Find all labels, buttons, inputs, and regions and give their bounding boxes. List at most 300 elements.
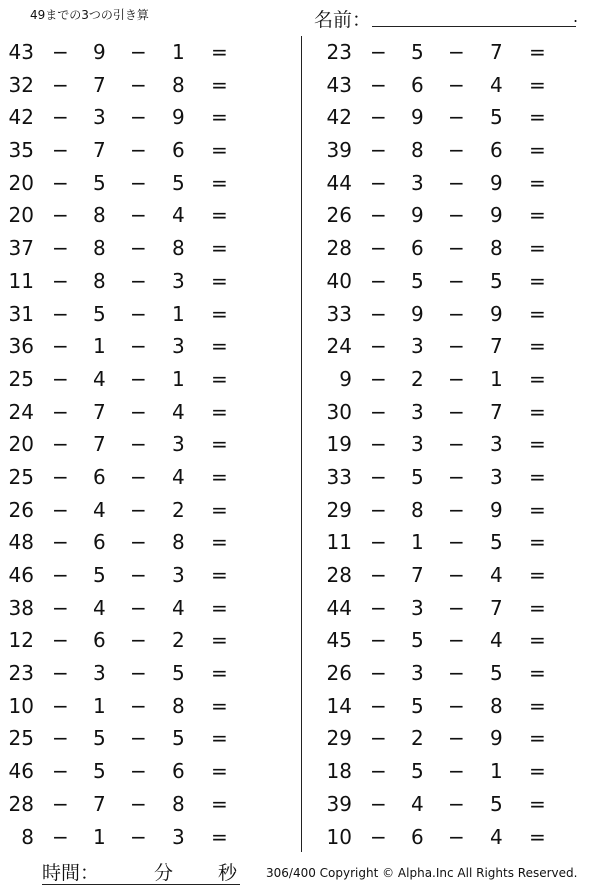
problem-row [0, 559, 290, 592]
minus-sign: − [448, 72, 465, 97]
equals-sign: = [529, 693, 546, 718]
minus-sign: − [52, 432, 69, 457]
problem-row [318, 232, 600, 265]
first-number: 25 [8, 464, 34, 489]
first-number: 31 [8, 301, 34, 326]
problem-row [0, 821, 290, 854]
minus-sign: − [130, 105, 147, 130]
third-number: 9 [490, 726, 503, 751]
minus-sign: − [448, 334, 465, 359]
second-number: 9 [411, 105, 424, 130]
third-number: 3 [172, 432, 185, 457]
first-number: 10 [8, 693, 34, 718]
second-number: 7 [93, 72, 106, 97]
minus-sign: − [448, 301, 465, 326]
problem-row [0, 298, 290, 331]
minus-sign: − [130, 563, 147, 587]
equals-sign: = [529, 72, 546, 97]
equals-sign: = [529, 661, 546, 686]
third-number: 1 [490, 366, 503, 391]
first-number: 29 [326, 497, 352, 522]
problem-row [318, 624, 600, 657]
minus-sign: − [52, 759, 69, 784]
first-number: 18 [326, 759, 352, 784]
third-number: 4 [490, 72, 503, 97]
equals-sign: = [211, 693, 228, 718]
first-number: 38 [8, 595, 34, 620]
problem-row [318, 657, 600, 690]
minus-sign: − [52, 661, 69, 686]
second-number: 9 [411, 301, 424, 326]
problem-row [0, 232, 290, 265]
minus-sign: − [448, 105, 465, 130]
third-number: 1 [172, 366, 185, 391]
first-number: 19 [326, 432, 352, 457]
second-number: 5 [93, 726, 106, 751]
minus-sign: − [448, 628, 465, 653]
third-number: 4 [490, 563, 503, 587]
second-number: 4 [93, 595, 106, 620]
minus-sign: − [370, 497, 387, 522]
minus-sign: − [448, 661, 465, 686]
minus-sign: − [448, 268, 465, 293]
minus-sign: − [52, 628, 69, 653]
minus-sign: − [52, 301, 69, 326]
equals-sign: = [211, 563, 228, 587]
minus-sign: − [130, 203, 147, 228]
second-number: 8 [411, 497, 424, 522]
problem-row [0, 36, 290, 69]
problem-row [318, 199, 600, 232]
minus-sign: − [370, 726, 387, 751]
equals-sign: = [529, 268, 546, 293]
third-number: 8 [490, 693, 503, 718]
problem-row [318, 36, 600, 69]
minus-sign: − [130, 530, 147, 555]
third-number: 3 [490, 464, 503, 489]
second-number: 2 [411, 366, 424, 391]
equals-sign: = [211, 138, 228, 163]
third-number: 4 [172, 595, 185, 620]
minus-sign: − [448, 530, 465, 555]
first-number: 11 [8, 268, 34, 293]
first-number: 20 [8, 203, 34, 228]
equals-sign: = [211, 72, 228, 97]
third-number: 8 [172, 693, 185, 718]
minus-sign: − [370, 432, 387, 457]
minus-sign: − [130, 791, 147, 816]
third-number: 7 [490, 40, 503, 64]
minus-sign: − [370, 759, 387, 784]
name-dot: . [573, 7, 579, 26]
third-number: 3 [172, 268, 185, 293]
first-number: 40 [326, 268, 352, 293]
problem-row [318, 690, 600, 723]
third-number: 5 [490, 530, 503, 555]
equals-sign: = [211, 595, 228, 620]
equals-sign: = [211, 791, 228, 816]
problem-row [318, 167, 600, 200]
minus-sign: − [448, 464, 465, 489]
minus-sign: − [448, 432, 465, 457]
first-number: 24 [8, 399, 34, 424]
second-number: 1 [411, 530, 424, 555]
problem-row [0, 690, 290, 723]
equals-sign: = [529, 563, 546, 587]
minus-sign: − [52, 138, 69, 163]
second-number: 1 [93, 824, 106, 849]
third-number: 1 [172, 301, 185, 326]
problem-row [318, 428, 600, 461]
first-number: 23 [326, 40, 352, 64]
first-number: 23 [8, 661, 34, 686]
third-number: 9 [490, 301, 503, 326]
second-number: 7 [93, 399, 106, 424]
minus-sign: − [130, 661, 147, 686]
second-number: 3 [93, 661, 106, 686]
first-number: 44 [326, 170, 352, 195]
minus-sign: − [130, 628, 147, 653]
minus-sign: − [448, 791, 465, 816]
equals-sign: = [211, 236, 228, 261]
second-number: 4 [411, 791, 424, 816]
minus-sign: − [370, 791, 387, 816]
minus-sign: − [370, 595, 387, 620]
second-number: 5 [411, 464, 424, 489]
minus-sign: − [370, 661, 387, 686]
minus-sign: − [52, 105, 69, 130]
second-number: 9 [411, 203, 424, 228]
minus-sign: − [448, 824, 465, 849]
time-field [42, 858, 240, 885]
minus-sign: − [52, 693, 69, 718]
minus-sign: − [370, 203, 387, 228]
problem-row [0, 788, 290, 821]
problem-row [0, 363, 290, 396]
first-number: 12 [8, 628, 34, 653]
problem-row [0, 657, 290, 690]
second-number: 7 [93, 432, 106, 457]
minus-sign: − [130, 399, 147, 424]
first-number: 29 [326, 726, 352, 751]
first-number: 43 [326, 72, 352, 97]
minus-sign: − [448, 399, 465, 424]
minus-sign: − [130, 464, 147, 489]
first-number: 25 [8, 726, 34, 751]
minus-sign: − [448, 497, 465, 522]
problem-column-right [318, 36, 600, 853]
minus-sign: − [448, 203, 465, 228]
problem-row [318, 461, 600, 494]
equals-sign: = [529, 105, 546, 130]
first-number: 28 [8, 791, 34, 816]
first-number: 30 [326, 399, 352, 424]
second-number: 5 [411, 628, 424, 653]
third-number: 9 [172, 105, 185, 130]
third-number: 6 [172, 138, 185, 163]
seconds-label: 秒 [218, 862, 238, 884]
problem-row [0, 199, 290, 232]
third-number: 7 [490, 334, 503, 359]
minus-sign: − [448, 40, 465, 64]
problem-row [318, 298, 600, 331]
second-number: 3 [411, 661, 424, 686]
third-number: 9 [490, 170, 503, 195]
equals-sign: = [529, 399, 546, 424]
equals-sign: = [211, 432, 228, 457]
minus-sign: − [130, 432, 147, 457]
minus-sign: − [370, 301, 387, 326]
second-number: 6 [93, 628, 106, 653]
equals-sign: = [529, 824, 546, 849]
second-number: 7 [93, 138, 106, 163]
minus-sign: − [52, 595, 69, 620]
equals-sign: = [529, 203, 546, 228]
problem-row [318, 592, 600, 625]
minus-sign: − [448, 170, 465, 195]
problem-row [318, 265, 600, 298]
equals-sign: = [529, 595, 546, 620]
problem-row [318, 101, 600, 134]
third-number: 5 [172, 170, 185, 195]
second-number: 9 [93, 40, 106, 64]
third-number: 3 [490, 432, 503, 457]
first-number: 11 [326, 530, 352, 555]
problem-row [0, 722, 290, 755]
second-number: 5 [93, 563, 106, 587]
equals-sign: = [211, 726, 228, 751]
minus-sign: − [130, 268, 147, 293]
first-number: 37 [8, 236, 34, 261]
minus-sign: − [370, 563, 387, 587]
third-number: 5 [172, 726, 185, 751]
minus-sign: − [448, 726, 465, 751]
second-number: 8 [411, 138, 424, 163]
third-number: 3 [172, 563, 185, 587]
third-number: 8 [490, 236, 503, 261]
problem-row [318, 755, 600, 788]
minus-sign: − [130, 40, 147, 64]
equals-sign: = [211, 497, 228, 522]
second-number: 3 [411, 432, 424, 457]
problem-column-left [0, 36, 290, 853]
minus-sign: − [370, 824, 387, 849]
first-number: 44 [326, 595, 352, 620]
second-number: 1 [93, 334, 106, 359]
third-number: 4 [172, 399, 185, 424]
equals-sign: = [529, 464, 546, 489]
minus-sign: − [52, 530, 69, 555]
first-number: 35 [8, 138, 34, 163]
minus-sign: − [448, 236, 465, 261]
minus-sign: − [130, 236, 147, 261]
minus-sign: − [52, 366, 69, 391]
minus-sign: − [448, 595, 465, 620]
equals-sign: = [529, 759, 546, 784]
minus-sign: − [52, 399, 69, 424]
second-number: 2 [411, 726, 424, 751]
first-number: 43 [8, 40, 34, 64]
first-number: 24 [326, 334, 352, 359]
problem-row [0, 428, 290, 461]
first-number: 33 [326, 301, 352, 326]
second-number: 3 [93, 105, 106, 130]
minus-sign: − [370, 464, 387, 489]
minus-sign: − [370, 72, 387, 97]
second-number: 4 [93, 366, 106, 391]
minus-sign: − [448, 693, 465, 718]
problem-row [318, 330, 600, 363]
first-number: 20 [8, 170, 34, 195]
minus-sign: − [52, 497, 69, 522]
equals-sign: = [529, 497, 546, 522]
third-number: 9 [490, 203, 503, 228]
second-number: 6 [411, 236, 424, 261]
equals-sign: = [211, 170, 228, 195]
first-number: 9 [339, 366, 352, 391]
third-number: 4 [172, 464, 185, 489]
minus-sign: − [370, 530, 387, 555]
first-number: 45 [326, 628, 352, 653]
problem-row [318, 821, 600, 854]
problem-row [318, 134, 600, 167]
first-number: 42 [326, 105, 352, 130]
minus-sign: − [130, 301, 147, 326]
first-number: 46 [8, 563, 34, 587]
minus-sign: − [52, 268, 69, 293]
minus-sign: − [52, 334, 69, 359]
minus-sign: − [370, 105, 387, 130]
worksheet-title: 49までの3つの引き算 [30, 8, 149, 22]
equals-sign: = [211, 334, 228, 359]
equals-sign: = [211, 759, 228, 784]
minutes-label: 分 [154, 862, 174, 884]
equals-sign: = [211, 824, 228, 849]
minus-sign: − [130, 497, 147, 522]
second-number: 6 [411, 824, 424, 849]
third-number: 5 [490, 661, 503, 686]
name-underline [372, 26, 576, 27]
third-number: 5 [172, 661, 185, 686]
minus-sign: − [370, 628, 387, 653]
minus-sign: − [130, 366, 147, 391]
minus-sign: − [130, 693, 147, 718]
third-number: 6 [490, 138, 503, 163]
problem-row [0, 461, 290, 494]
second-number: 8 [93, 268, 106, 293]
minus-sign: − [370, 170, 387, 195]
minus-sign: − [370, 334, 387, 359]
minus-sign: − [52, 72, 69, 97]
second-number: 5 [93, 759, 106, 784]
first-number: 20 [8, 432, 34, 457]
second-number: 5 [93, 301, 106, 326]
problem-row [0, 101, 290, 134]
equals-sign: = [529, 301, 546, 326]
second-number: 6 [93, 464, 106, 489]
first-number: 42 [8, 105, 34, 130]
minus-sign: − [370, 399, 387, 424]
problem-row [0, 494, 290, 527]
problem-row [318, 494, 600, 527]
problem-row [0, 755, 290, 788]
second-number: 5 [411, 268, 424, 293]
minus-sign: − [52, 170, 69, 195]
first-number: 10 [326, 824, 352, 849]
column-divider [301, 36, 302, 852]
first-number: 28 [326, 236, 352, 261]
first-number: 26 [326, 661, 352, 686]
first-number: 26 [8, 497, 34, 522]
minus-sign: − [130, 72, 147, 97]
second-number: 3 [411, 334, 424, 359]
second-number: 3 [411, 170, 424, 195]
third-number: 7 [490, 399, 503, 424]
minus-sign: − [52, 563, 69, 587]
time-label: 時間： [42, 862, 100, 884]
minus-sign: − [448, 759, 465, 784]
first-number: 33 [326, 464, 352, 489]
third-number: 8 [172, 791, 185, 816]
copyright-text: 306/400 Copyright © Alpha.Inc All Rights Reserved. [266, 866, 578, 880]
problem-row [0, 330, 290, 363]
third-number: 1 [172, 40, 185, 64]
equals-sign: = [529, 628, 546, 653]
minus-sign: − [52, 791, 69, 816]
second-number: 8 [93, 203, 106, 228]
minus-sign: − [52, 203, 69, 228]
third-number: 6 [172, 759, 185, 784]
first-number: 32 [8, 72, 34, 97]
minus-sign: − [370, 40, 387, 64]
third-number: 4 [490, 628, 503, 653]
first-number: 39 [326, 791, 352, 816]
equals-sign: = [211, 40, 228, 64]
second-number: 6 [93, 530, 106, 555]
equals-sign: = [211, 301, 228, 326]
minus-sign: − [448, 563, 465, 587]
minus-sign: − [130, 170, 147, 195]
second-number: 7 [411, 563, 424, 587]
third-number: 2 [172, 497, 185, 522]
problem-row [0, 69, 290, 102]
minus-sign: − [52, 464, 69, 489]
third-number: 4 [490, 824, 503, 849]
first-number: 8 [21, 824, 34, 849]
equals-sign: = [529, 138, 546, 163]
minus-sign: − [448, 366, 465, 391]
minus-sign: − [52, 236, 69, 261]
problem-row [318, 722, 600, 755]
minus-sign: − [448, 138, 465, 163]
third-number: 1 [490, 759, 503, 784]
problem-row [0, 134, 290, 167]
second-number: 7 [93, 791, 106, 816]
equals-sign: = [211, 530, 228, 555]
minus-sign: − [130, 595, 147, 620]
first-number: 26 [326, 203, 352, 228]
equals-sign: = [211, 399, 228, 424]
second-number: 5 [411, 693, 424, 718]
third-number: 5 [490, 105, 503, 130]
equals-sign: = [529, 432, 546, 457]
minus-sign: − [370, 138, 387, 163]
first-number: 36 [8, 334, 34, 359]
third-number: 7 [490, 595, 503, 620]
problem-row [318, 363, 600, 396]
equals-sign: = [529, 40, 546, 64]
problem-row [318, 69, 600, 102]
